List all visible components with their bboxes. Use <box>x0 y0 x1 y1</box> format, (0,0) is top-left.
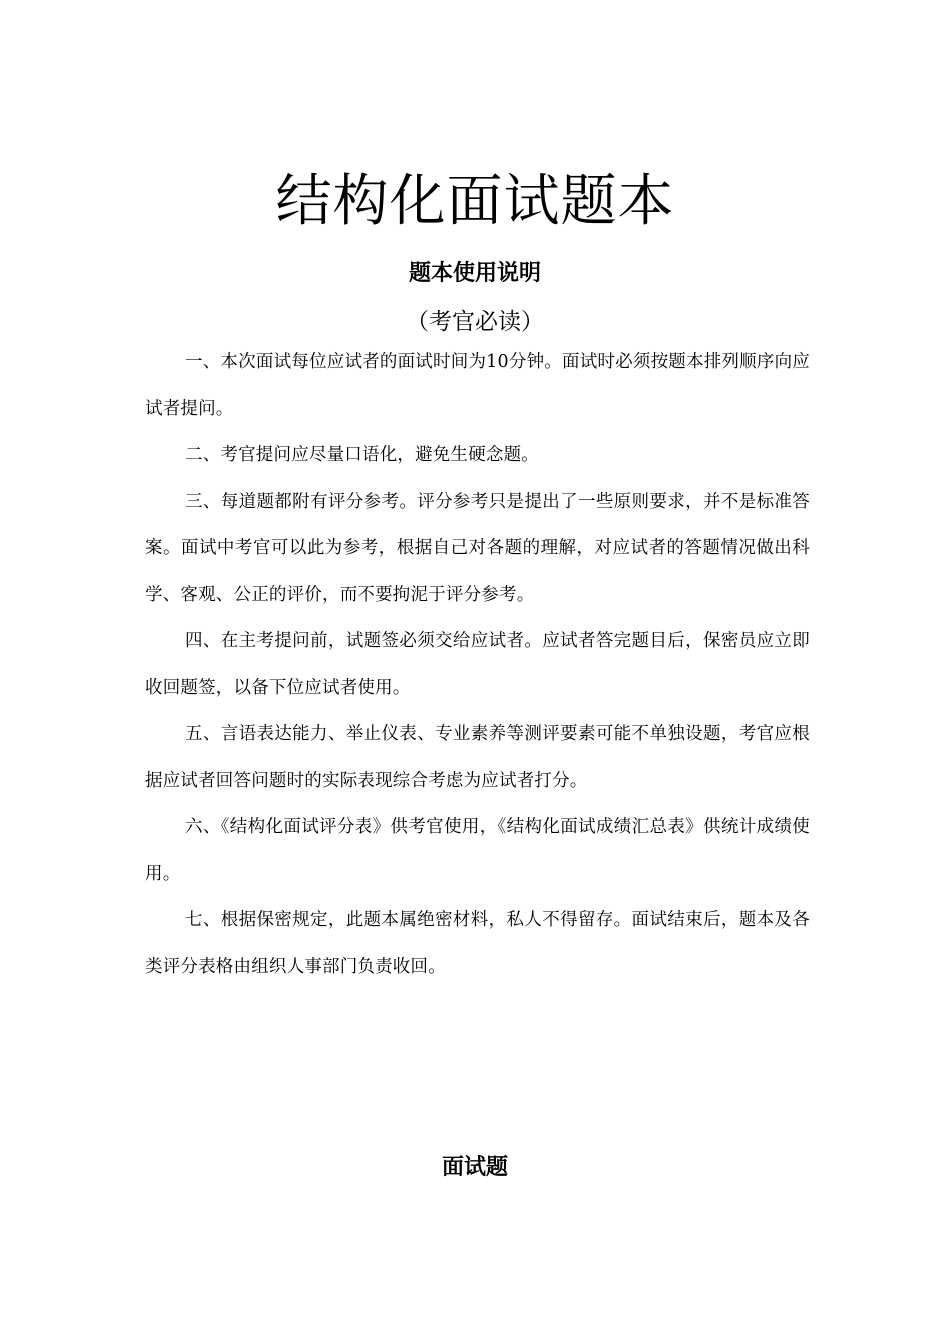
section-title: 面试题 <box>441 1155 508 1180</box>
rule-item: 六、《结构化面试评分表》供考官使用，《结构化面试成绩汇总表》供统计成绩使用。 <box>145 817 810 884</box>
rule-item: 二、考官提问应尽量口语化，避免生硬念题。 <box>185 445 539 465</box>
rule-item: 一、本次面试每位应试者的面试时间为10分钟。面试时必须按题本排列顺序向应试者提问。 <box>145 352 810 419</box>
rule-item: 七、根据保密规定，此题本属绝密材料，私人不得留存。面试结束后，题本及各类评分表格由组织人事部门负责收回。 <box>145 910 810 977</box>
rules-list <box>145 339 810 990</box>
document-title: 结构化面试题本 <box>275 168 675 234</box>
instructions-note: （考官必读） <box>406 309 544 335</box>
rule-item: 三、每道题都附有评分参考。评分参考只是提出了一些原则要求，并不是标准答案。面试中考官可以此为参考，根据自己对各题的理解，对应试者的答题情况做出科学、客观、公正的评价，而不要拘泥于评分参考。 <box>145 491 810 605</box>
rule-item: 四、在主考提问前，试题签必须交给应试者。应试者答完题目后，保密员应立即收回题签，以备下位应试者使用。 <box>145 631 810 698</box>
instructions-heading: 题本使用说明 <box>408 261 541 286</box>
rule-item: 五、言语表达能力、举止仪表、专业素养等测评要素可能不单独设题，考官应根据应试者回答问题时的实际表现综合考虑为应试者打分。 <box>145 724 810 791</box>
